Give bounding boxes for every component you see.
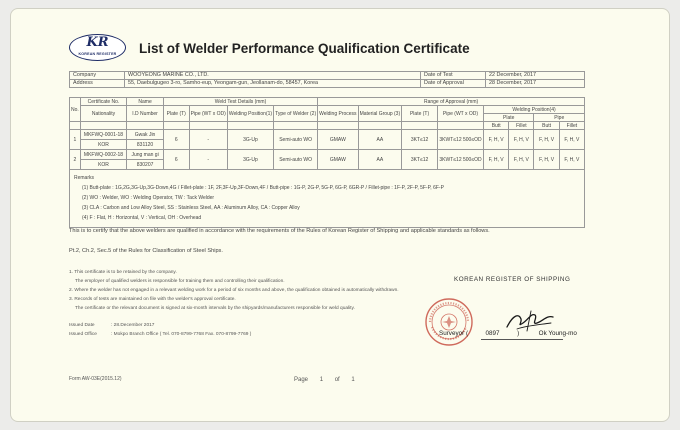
korean-register-logo (69, 34, 126, 61)
header-welding-position-4: Welding Position(4) (484, 106, 585, 114)
page-current: 1 (319, 377, 324, 383)
row-pipe: - (189, 150, 227, 170)
row-plate-butt: F, H, V (484, 130, 509, 150)
company-value: WOOYEONG MARINE CO., LTD. (125, 72, 421, 80)
certification-statement: This is to certify that the above welders are qualified in accordance with the requirements of the Rules of Korean Register of Shipping and applicable standards as follows. (69, 228, 490, 234)
logo-subtitle: KOREAN REGISTER (78, 52, 117, 56)
rules-reference: Pt.2, Ch.2, Sec.5 of the Rules for Classification of Steel Ships. (69, 248, 223, 254)
document-title: List of Welder Performance Qualification Certificate (139, 41, 470, 56)
header-welding-process: Welding Process (318, 106, 358, 122)
company-info-table (69, 71, 585, 88)
korean-register-of-shipping: KOREAN REGISTER OF SHIPPING (454, 276, 571, 283)
issued-office-label: Issued Office (69, 332, 97, 337)
row-cert: MKFWQ-0001-18 (80, 130, 126, 140)
certificate-page (10, 8, 670, 422)
page-total: 1 (351, 377, 355, 383)
issued-office-value: : Mokpo Branch Office ( Tel. 070-8799-7768 Fax. 070-8799-7769 ) (111, 332, 252, 337)
date-of-approval-label: Date of Approval (421, 80, 486, 88)
row-no: 1 (70, 130, 81, 150)
row-pipe-butt: F, H, V (534, 130, 559, 150)
form-number: Form AW-03E(2015.12) (69, 376, 122, 382)
row-pipe-fillet: F, H, V (559, 130, 584, 150)
note-line: The employer of qualified welders is responsible for training them and controlling their qualification. (75, 279, 285, 284)
row-welding-position: 3G-Up (227, 130, 273, 150)
remark-line: (3) CLA : Carbon and Low Alloy Steel, SS : Stainless Steel, AA : Aluminum Alloy, CA : Copper Alloy (82, 205, 300, 211)
row-plate-fillet: F, H, V (509, 130, 534, 150)
row-welder-type: Semi-auto WO (274, 130, 318, 150)
header-plate-butt: Butt (484, 122, 509, 130)
remarks-cell (70, 170, 585, 228)
header-pipe-range: Pipe (WT x OD) (437, 106, 483, 122)
header-id: I.D Number (127, 106, 164, 122)
note-line: 3. Records of tests are maintained on file with the welder's approval certificate. (69, 297, 236, 302)
row-pipe-range: 3KWT≤12 500≤OD (437, 150, 483, 170)
note-line: The certificate or the relevant document is signed at six-month intervals by the shipyards/manufacturers responsible for weld quality. (75, 306, 355, 311)
date-of-test-label: Date of Test (421, 72, 486, 80)
row-process: GMAW (318, 150, 358, 170)
row-id: 830207 (127, 160, 164, 170)
row-pipe-butt: F, H, V (534, 150, 559, 170)
surveyor-name: Ok Young-mo (538, 330, 577, 337)
header-pipe: Pipe (WT x OD) (189, 106, 227, 122)
remarks-label: Remarks (74, 175, 95, 181)
issued-date-value: : 28.December 2017 (111, 323, 155, 328)
header-nationality: Nationality (80, 106, 126, 122)
note-line: 2. Where the welder has not engaged in a relevant welding work for a period of six months and above, the qualification obtained is automatically withdrawn. (69, 288, 399, 293)
surveyor-label: Surveyor ( (439, 330, 469, 337)
row-pipe: - (189, 130, 227, 150)
row-no: 2 (70, 150, 81, 170)
header-plate-group: Plate (484, 114, 534, 122)
surveyor-close: ) (517, 330, 520, 337)
row-plate-butt: F, H, V (484, 150, 509, 170)
row-welding-position: 3G-Up (227, 150, 273, 170)
row-plate-range: 3KT≤12 (402, 150, 438, 170)
row-pipe-fillet: F, H, V (559, 150, 584, 170)
header-welding-position: Welding Position(1) (227, 106, 273, 122)
remark-line: (2) WO : Welder, WO : Welding Operator, TW : Tack Welder (82, 195, 215, 201)
header-no: No. (70, 98, 81, 122)
header-name: Name (127, 98, 164, 106)
header-range: Range of Approval (mm) (318, 98, 585, 106)
row-welder-type: Semi-auto WO (274, 150, 318, 170)
page-of: of (334, 377, 340, 383)
header-pipe-group: Pipe (534, 114, 585, 122)
header-plate-fillet: Fillet (509, 122, 534, 130)
header-cert: Certificate No. (80, 98, 126, 106)
page-label: Page (294, 377, 309, 383)
row-process: GMAW (318, 130, 358, 150)
header-plate-range: Plate (T) (402, 106, 438, 122)
header-material-group: Material Group (3) (358, 106, 402, 122)
header-pipe-butt: Butt (534, 122, 559, 130)
date-of-test-value: 22 December, 2017 (486, 72, 585, 80)
header-plate-t: Plate (T) (163, 106, 189, 122)
row-plate: 6 (163, 150, 189, 170)
row-plate: 6 (163, 130, 189, 150)
row-plate-fillet: F, H, V (509, 150, 534, 170)
page-indicator (294, 377, 365, 383)
row-name: Gwak Jin (127, 130, 164, 140)
remark-line: (1) Butt-plate : 1G,2G,3G-Up,3G-Down,4G / Fillet-plate : 1F, 2F,3F-Up,3F-Down,4F / Butt-pipe : 1G-P, 2G-P, 5G-P, 6G-P, 6GR-P / Fillet-pipe : 1F-P, 2F-P, 5F-P, 6F-P (82, 185, 444, 191)
signature-underline (481, 339, 563, 340)
row-material-group: AA (358, 150, 402, 170)
row-material-group: AA (358, 130, 402, 150)
date-of-approval-value: 28 December, 2017 (486, 80, 585, 88)
note-line: 1. This certificate is to be retained by the company. (69, 270, 177, 275)
header-welder-type: Type of Welder (2) (274, 106, 318, 122)
table-row (70, 150, 585, 160)
header-weld-details: Weld Test Details (mm) (163, 98, 317, 106)
row-id: 831120 (127, 140, 164, 150)
header-pipe-fillet: Fillet (559, 122, 584, 130)
company-label: Company (70, 72, 125, 80)
remark-line: (4) F : Flat, H : Horizontal, V : Vertical, OH : Overhead (82, 215, 202, 221)
row-name: Jung man gi (127, 150, 164, 160)
issued-date-label: Issued Date (69, 323, 95, 328)
logo-mark: KR (86, 35, 109, 50)
row-pipe-range: 3KWT≤12 500≤OD (437, 130, 483, 150)
address-label: Address (70, 80, 125, 88)
row-nationality: KOR (80, 140, 126, 150)
row-plate-range: 3KT≤12 (402, 130, 438, 150)
address-value: 55, Daebulgugeo 3-ro, Samho-eup, Yeongam-gun, Jeollanam-do, 58457, Korea (125, 80, 421, 88)
welder-table (69, 97, 585, 228)
table-row (70, 130, 585, 140)
surveyor-number: 0897 (485, 330, 500, 337)
row-cert: MKFWQ-0002-18 (80, 150, 126, 160)
row-nationality: KOR (80, 160, 126, 170)
surveyor-line (439, 330, 577, 337)
official-seal-icon (424, 297, 474, 347)
